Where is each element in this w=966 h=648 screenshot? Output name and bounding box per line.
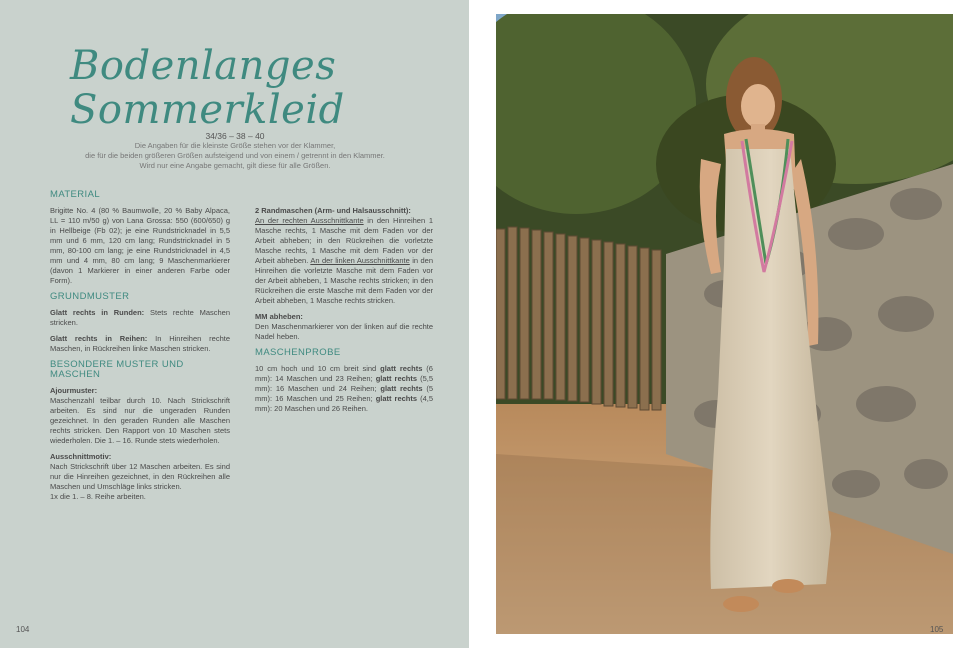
text: 10 cm hoch und 10 cm breit sind — [255, 364, 381, 373]
besondere-heading: BESONDERE MUSTER UND MASCHEN — [50, 359, 184, 380]
term: glatt rechts — [375, 374, 418, 383]
underlined-term: An der rechten Ausschnittkante — [255, 216, 364, 225]
motiv-text-2: 1x die 1. – 8. Reihe arbeiten. — [50, 492, 146, 501]
motiv-term: Ausschnittmotiv: — [50, 452, 112, 461]
intro-text — [40, 141, 430, 171]
mm-abheben-text: Den Maschenmarkierer von der linken auf die rechte Nadel heben. — [255, 322, 433, 341]
definition: in den Hinreihen die vorletzte Masche mit dem Faden vor der Arbeit abheben, 1 Masche rechts stricken; in den Rückreihen die erste Masche mit dem Faden vor der Arbeit abheben, 1 Masche rechts stricken. — [255, 256, 433, 305]
left-column — [50, 190, 230, 508]
intro-line: die für die beiden größeren Größen aufsteigend und von einem / getrennt in den Klammer. — [85, 151, 385, 160]
maschenprobe-heading: MASCHENPROBE — [255, 347, 341, 358]
randmaschen-text — [255, 216, 433, 306]
grundmuster-heading: GRUNDMUSTER — [50, 291, 130, 302]
term: glatt rechts — [375, 394, 418, 403]
ajour-text: Maschenzahl teilbar durch 10. Nach Strickschrift arbeiten. Es sind nur die ungeraden Runden gezeichnet. In den geraden Runden alle Maschen rechts stricken. Den Rapport von 10 Maschen stets wiederholen. Die 1. – 16. Runde stets wiederholen. — [50, 396, 230, 445]
page-number-right: 105 — [930, 625, 944, 634]
definition: Stets rechte Maschen stricken. — [50, 308, 231, 327]
sizes-line: 34/36 – 38 – 40 — [205, 131, 265, 141]
grundmuster-reihen — [50, 334, 230, 354]
text: (6 mm): 14 Maschen und 23 Reihen; — [255, 364, 433, 383]
term: glatt rechts — [380, 364, 423, 373]
maschenprobe-text — [255, 364, 433, 414]
mm-abheben-term: MM abheben: — [255, 312, 303, 321]
term: Glatt rechts in Reihen: — [50, 334, 148, 343]
intro-line: Die Angaben für die kleinste Größe stehen vor der Klammer, — [134, 141, 336, 150]
material-heading: MATERIAL — [50, 189, 101, 200]
randmaschen-term: 2 Randmaschen (Arm- und Halsausschnitt): — [255, 206, 411, 215]
page-title: Bodenlanges Sommerkleid — [70, 43, 345, 133]
grundmuster-runden — [50, 308, 230, 328]
material-text: Brigitte No. 4 (80 % Baumwolle, 20 % Baby Alpaca, LL = 110 m/50 g) von Lana Grossa: 550 (600/650) g in Hellbeige (Fb 02); je eine Rundstricknadel in 5,5 mm und 6 mm, 120 cm lang; Rundstricknadel in 5 mm, 80-100 cm lang; je eine Rundstricknadel in 4,5 mm und 4 mm, 80 cm lang; 9 Maschenmarkierer (davon 1 Markierer in einer anderen Farbe oder Form). — [50, 206, 230, 285]
motiv-text: Nach Strickschrift über 12 Maschen arbeiten. Es sind nur die Hinreihen gezeichnet, in den Rückreihen alle Maschen und Umschläge links stricken. — [50, 462, 230, 491]
right-column — [255, 206, 433, 420]
text: (4,5 mm): 20 Maschen und 26 Reihen. — [255, 394, 434, 413]
underlined-term: An der linken Ausschnittkante — [310, 256, 410, 265]
term: glatt rechts — [380, 384, 423, 393]
photo-of-woman-in-knitted-dress-icon — [496, 14, 953, 634]
left-page — [0, 0, 469, 648]
page-number-left: 104 — [16, 625, 30, 634]
ajour-term: Ajourmuster: — [50, 386, 98, 395]
intro-line: Wird nur eine Angabe gemacht, gilt diese für alle Größen. — [139, 161, 331, 170]
photo — [496, 14, 953, 634]
definition: In Hinreihen rechte Maschen, in Rückreihen linke Maschen stricken. — [50, 334, 230, 353]
text: (5 mm): 16 Maschen und 25 Reihen; — [255, 384, 434, 403]
definition: in den Hinreihen 1 Masche rechts, 1 Masche mit dem Faden vor der Arbeit abheben; in den Rückreihen die vorletzte Masche rechts, 1 Masche mit dem Faden vor der Arbeit abheben. — [255, 216, 433, 265]
term: Glatt rechts in Runden: — [50, 308, 145, 317]
text: (5,5 mm): 16 Maschen und 24 Reihen; — [255, 374, 434, 393]
